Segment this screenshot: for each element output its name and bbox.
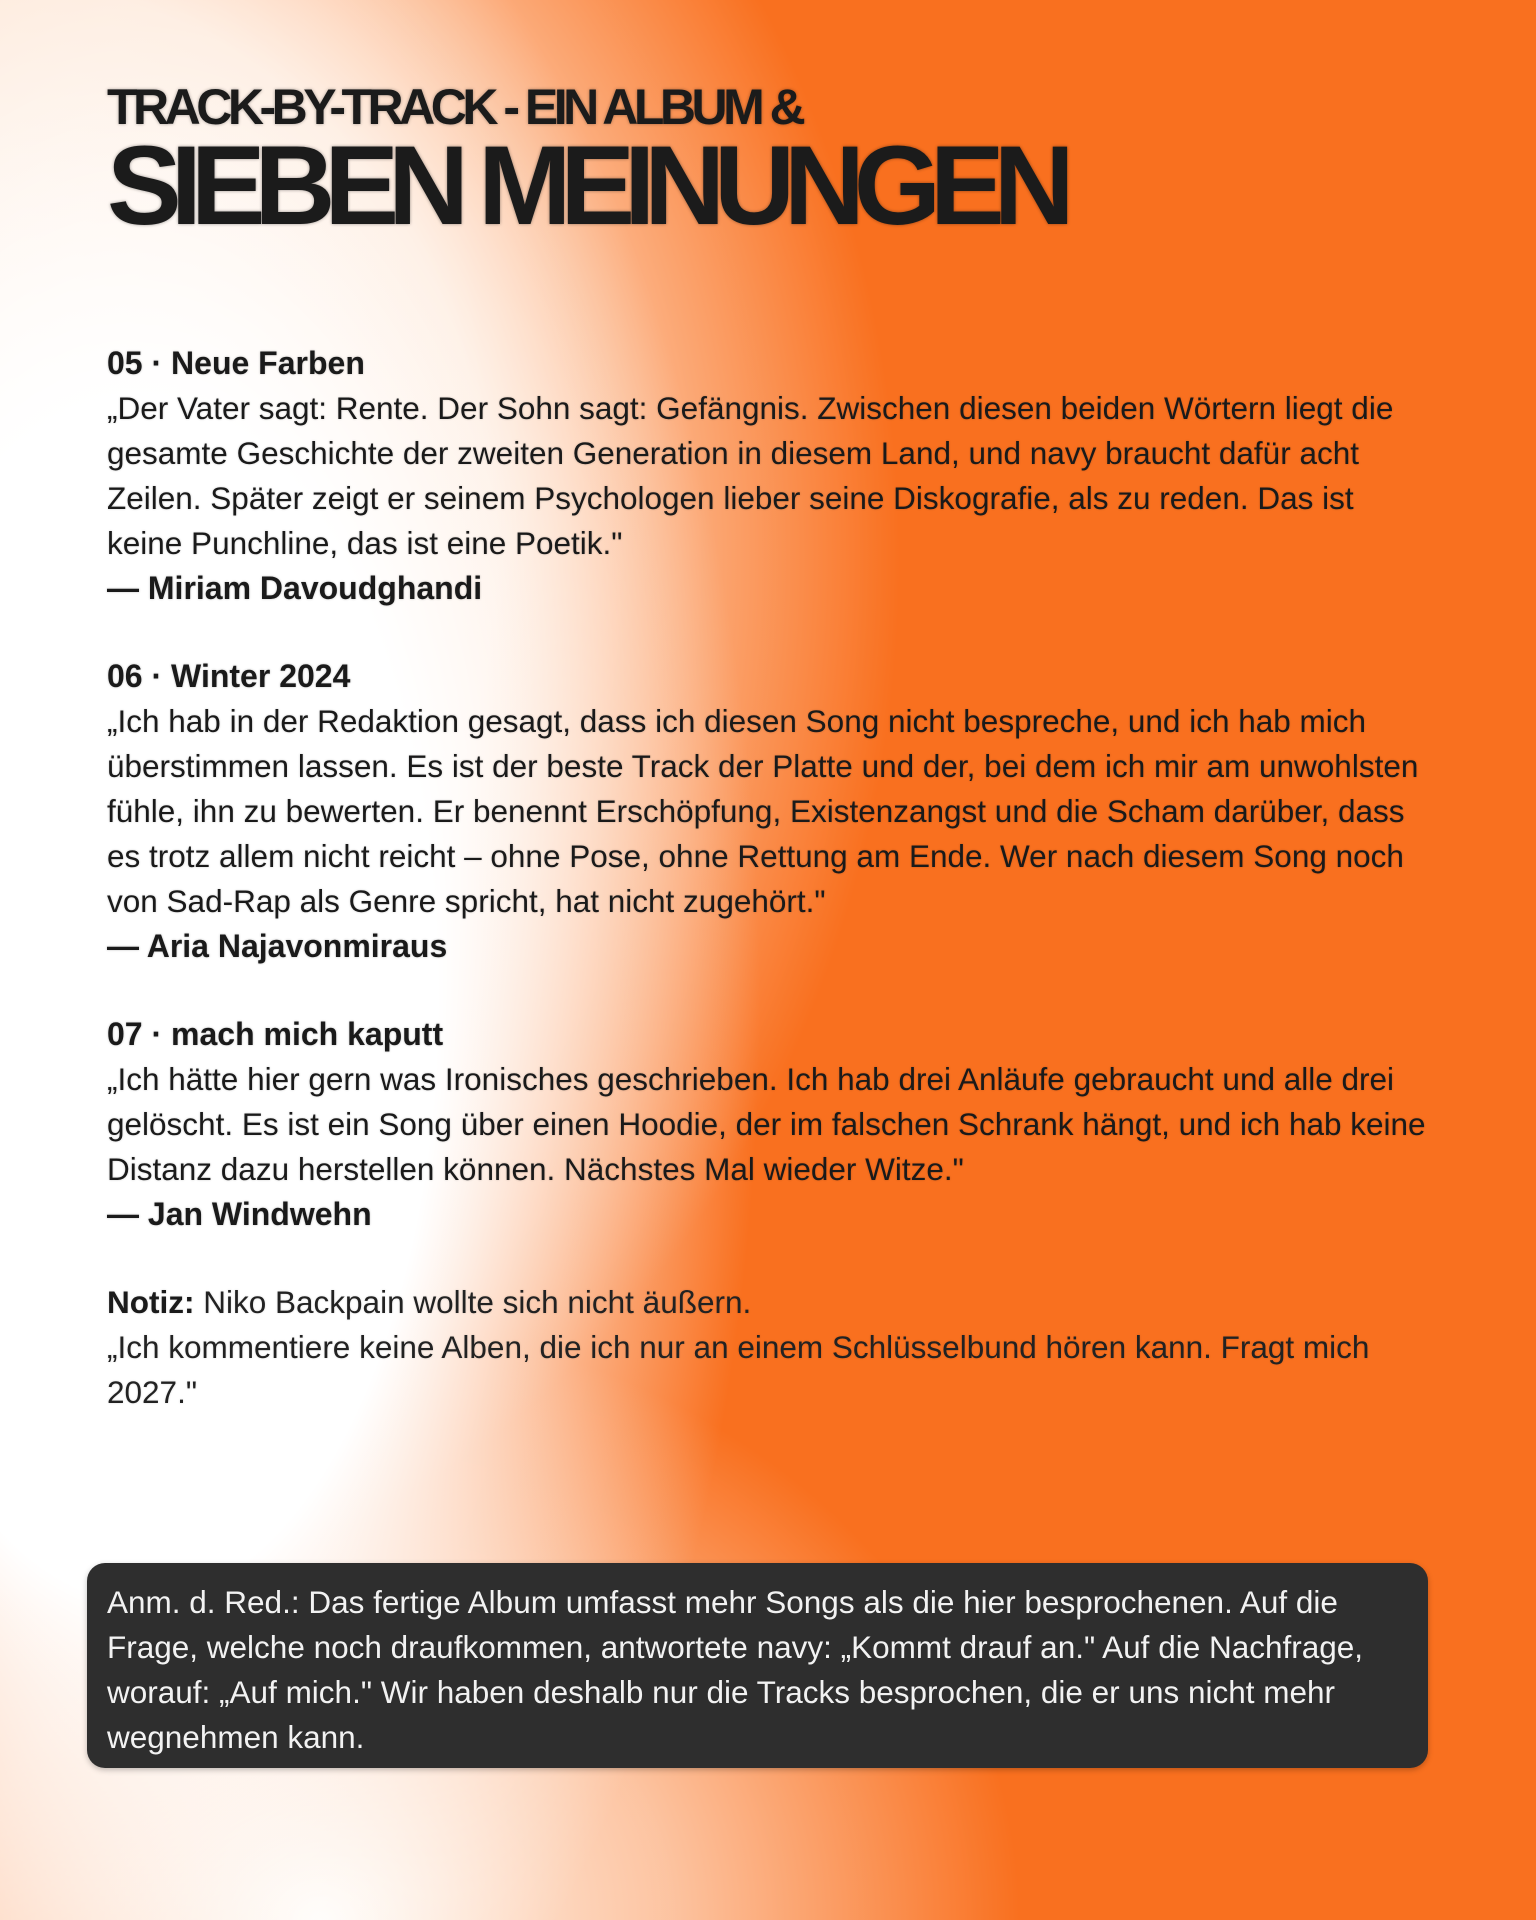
review-quote: „Ich hätte hier gern was Ironisches geschrieben. Ich hab drei Anläufe gebraucht und alle drei gelöscht. Es ist ein Song über einen Hoodie, der im falschen Schrank hängt, und ich hab keine Distanz dazu herstellen können. Nächstes Mal wieder Witze."	[107, 1061, 1426, 1187]
review-author: — Jan Windwehn	[107, 1196, 372, 1232]
review-entry	[107, 1012, 1437, 1237]
headline-title: SIEBEN MEINUNGEN	[107, 123, 1064, 248]
note-block	[107, 1280, 1437, 1415]
note-text: Niko Backpain wollte sich nicht äußern.	[194, 1284, 752, 1320]
headline-kicker: TRACK-BY-TRACK - EIN ALBUM &	[107, 79, 802, 135]
review-entry	[107, 654, 1437, 969]
editor-note-text: Anm. d. Red.: Das fertige Album umfasst mehr Songs als die hier besprochenen. Auf die Frage, welche noch draufkommen, antwortete navy: „Kommt drauf an." Auf die Nachfrage, worauf: „Auf mich." Wir haben deshalb nur die Tracks besprochen, die er uns nicht mehr wegnehmen kann.	[107, 1584, 1364, 1755]
review-quote: „Ich hab in der Redaktion gesagt, dass ich diesen Song nicht bespreche, und ich hab mich überstimmen lassen. Es ist der beste Track der Platte und der, bei dem ich mir am unwohlsten fühle, ihn zu bewerten. Er benennt Erschöpfung, Existenzangst und die Scham darüber, dass es trotz allem nicht reicht – ohne Pose, ohne Rettung am Ende. Wer nach diesem Song noch von Sad-Rap als Genre spricht, hat nicht zugehört."	[107, 703, 1419, 919]
track-title: 06 · Winter 2024	[107, 658, 351, 694]
track-title: 05 · Neue Farben	[107, 345, 365, 381]
editor-note-box	[87, 1563, 1428, 1768]
review-quote: „Der Vater sagt: Rente. Der Sohn sagt: Gefängnis. Zwischen diesen beiden Wörtern liegt die gesamte Geschichte der zweiten Generation in diesem Land, und navy braucht dafür acht Zeilen. Später zeigt er seinem Psychologen lieber seine Diskografie, als zu reden. Das ist keine Punchline, das ist eine Poetik."	[107, 390, 1394, 561]
review-author: — Miriam Davoudghandi	[107, 570, 483, 606]
review-list	[107, 341, 1437, 1415]
note-label: Notiz:	[107, 1284, 195, 1320]
note-line	[107, 1280, 1437, 1325]
article	[107, 80, 1437, 1415]
review-author: — Aria Najavonmiraus	[107, 928, 448, 964]
note-quote: „Ich kommentiere keine Alben, die ich nur an einem Schlüsselbund hören kann. Fragt mich 2027."	[107, 1329, 1370, 1410]
track-title: 07 · mach mich kaputt	[107, 1016, 444, 1052]
review-entry	[107, 341, 1437, 611]
